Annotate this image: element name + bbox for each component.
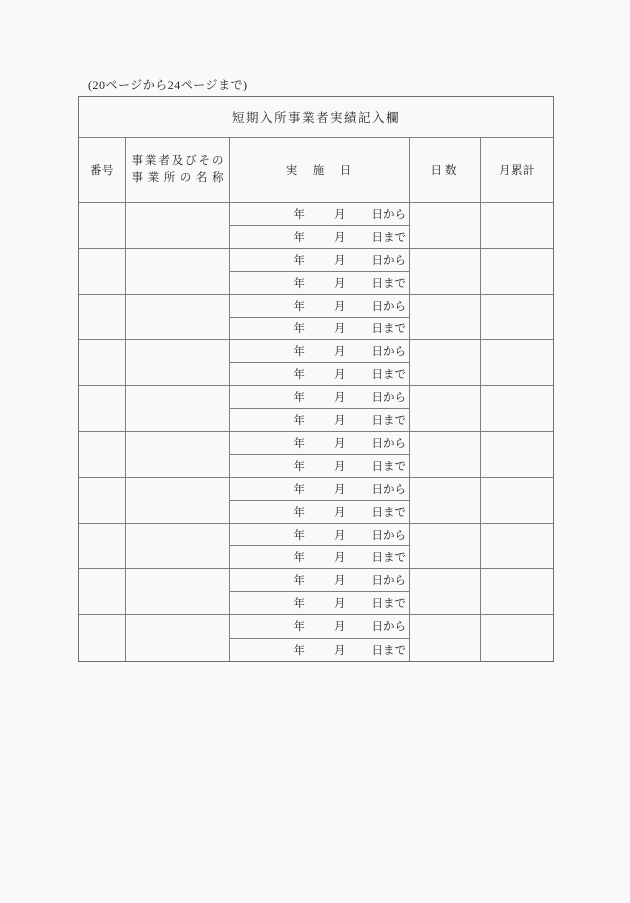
date-from-row — [230, 295, 409, 318]
month-label: 月 — [334, 300, 346, 313]
page-range-note: (20ページから24ページまで) — [88, 78, 248, 92]
days-cell — [410, 340, 481, 385]
header-provider-label — [132, 153, 224, 187]
short-stay-record-table — [78, 96, 554, 662]
day-from-label: 日から — [371, 483, 406, 496]
year-label: 年 — [293, 369, 305, 382]
number-cell — [79, 295, 126, 340]
number-cell — [79, 478, 126, 523]
day-from-label: 日から — [371, 254, 406, 267]
month-label: 月 — [334, 346, 346, 359]
day-from-label: 日から — [371, 529, 406, 542]
table-title-row — [79, 97, 553, 138]
record-row — [79, 478, 553, 524]
monthly-total-cell — [481, 569, 553, 614]
record-row — [79, 386, 553, 432]
date-to-row — [230, 501, 409, 523]
header-provider-cell — [126, 138, 230, 202]
year-label: 年 — [293, 254, 305, 267]
month-label: 月 — [334, 644, 346, 657]
year-label: 年 — [293, 392, 305, 405]
year-label: 年 — [293, 346, 305, 359]
year-label: 年 — [293, 621, 305, 634]
date-to-row — [230, 455, 409, 477]
year-label: 年 — [293, 529, 305, 542]
date-from-row — [230, 432, 409, 455]
days-cell — [410, 569, 481, 614]
date-to-row — [230, 546, 409, 568]
monthly-total-cell — [481, 478, 553, 523]
monthly-total-cell — [481, 615, 553, 661]
provider-name-cell — [126, 203, 230, 248]
days-cell — [410, 249, 481, 294]
date-cell — [230, 203, 410, 248]
day-from-label: 日から — [371, 300, 406, 313]
day-to-label: 日まで — [371, 369, 406, 382]
days-cell — [410, 478, 481, 523]
day-to-label: 日まで — [371, 277, 406, 290]
days-cell — [410, 203, 481, 248]
year-label: 年 — [293, 506, 305, 519]
header-provider-line2: 事業所の名称 — [131, 172, 224, 184]
year-label: 年 — [293, 437, 305, 450]
day-from-label: 日から — [371, 575, 406, 588]
year-label: 年 — [293, 575, 305, 588]
days-cell — [410, 295, 481, 340]
year-label: 年 — [293, 208, 305, 221]
day-from-label: 日から — [371, 621, 406, 634]
month-label: 月 — [334, 437, 346, 450]
provider-name-cell — [126, 569, 230, 614]
record-row — [79, 295, 553, 341]
header-date-label: 実 施 日 — [285, 165, 354, 177]
header-number-cell — [79, 138, 126, 202]
provider-name-cell — [126, 432, 230, 477]
monthly-total-cell — [481, 295, 553, 340]
number-cell — [79, 249, 126, 294]
days-cell — [410, 615, 481, 661]
number-cell — [79, 203, 126, 248]
day-to-label: 日まで — [371, 552, 406, 565]
month-label: 月 — [334, 506, 346, 519]
record-row — [79, 203, 553, 249]
date-from-row — [230, 569, 409, 592]
day-from-label: 日から — [371, 392, 406, 405]
year-label: 年 — [293, 483, 305, 496]
monthly-total-cell — [481, 432, 553, 477]
date-to-row — [230, 639, 409, 661]
date-to-row — [230, 272, 409, 294]
date-from-row — [230, 524, 409, 547]
record-row — [79, 432, 553, 478]
date-cell — [230, 615, 410, 661]
date-cell — [230, 569, 410, 614]
provider-name-cell — [126, 295, 230, 340]
month-label: 月 — [334, 277, 346, 290]
month-label: 月 — [334, 460, 346, 473]
number-cell — [79, 524, 126, 569]
monthly-total-cell — [481, 386, 553, 431]
table-title: 短期入所事業者実績記入欄 — [231, 111, 400, 125]
monthly-total-cell — [481, 524, 553, 569]
provider-name-cell — [126, 386, 230, 431]
days-cell — [410, 386, 481, 431]
day-to-label: 日まで — [371, 415, 406, 428]
number-cell — [79, 386, 126, 431]
month-label: 月 — [334, 483, 346, 496]
day-to-label: 日まで — [371, 644, 406, 657]
header-monthly-total-cell — [481, 138, 553, 202]
month-label: 月 — [334, 231, 346, 244]
date-cell — [230, 524, 410, 569]
date-cell — [230, 340, 410, 385]
year-label: 年 — [293, 415, 305, 428]
date-from-row — [230, 340, 409, 363]
date-to-row — [230, 318, 409, 340]
record-row — [79, 249, 553, 295]
day-to-label: 日まで — [371, 598, 406, 611]
date-from-row — [230, 615, 409, 638]
header-date-cell — [230, 138, 410, 202]
year-label: 年 — [293, 460, 305, 473]
date-cell — [230, 386, 410, 431]
day-from-label: 日から — [371, 437, 406, 450]
provider-name-cell — [126, 524, 230, 569]
year-label: 年 — [293, 552, 305, 565]
header-days-label: 日数 — [430, 165, 460, 177]
header-monthly-total-label: 月累計 — [499, 165, 535, 177]
date-cell — [230, 249, 410, 294]
number-cell — [79, 569, 126, 614]
year-label: 年 — [293, 323, 305, 336]
day-from-label: 日から — [371, 346, 406, 359]
date-from-row — [230, 386, 409, 409]
header-provider-line1: 事業者及びその — [131, 155, 224, 167]
month-label: 月 — [334, 369, 346, 382]
date-from-row — [230, 203, 409, 226]
date-cell — [230, 295, 410, 340]
month-label: 月 — [334, 575, 346, 588]
table-header-row — [79, 138, 553, 203]
year-label: 年 — [293, 598, 305, 611]
year-label: 年 — [293, 644, 305, 657]
provider-name-cell — [126, 249, 230, 294]
month-label: 月 — [334, 552, 346, 565]
monthly-total-cell — [481, 249, 553, 294]
month-label: 月 — [334, 392, 346, 405]
table-body — [79, 203, 553, 661]
month-label: 月 — [334, 208, 346, 221]
date-cell — [230, 432, 410, 477]
month-label: 月 — [334, 621, 346, 634]
days-cell — [410, 432, 481, 477]
days-cell — [410, 524, 481, 569]
month-label: 月 — [334, 254, 346, 267]
date-from-row — [230, 249, 409, 272]
date-to-row — [230, 409, 409, 431]
year-label: 年 — [293, 277, 305, 290]
monthly-total-cell — [481, 340, 553, 385]
date-to-row — [230, 363, 409, 385]
number-cell — [79, 340, 126, 385]
year-label: 年 — [293, 231, 305, 244]
provider-name-cell — [126, 478, 230, 523]
number-cell — [79, 432, 126, 477]
date-cell — [230, 478, 410, 523]
record-row — [79, 569, 553, 615]
day-to-label: 日まで — [371, 231, 406, 244]
monthly-total-cell — [481, 203, 553, 248]
record-row — [79, 340, 553, 386]
day-to-label: 日まで — [371, 506, 406, 519]
header-number-label: 番号 — [90, 165, 114, 177]
month-label: 月 — [334, 598, 346, 611]
record-row — [79, 615, 553, 661]
year-label: 年 — [293, 300, 305, 313]
provider-name-cell — [126, 340, 230, 385]
month-label: 月 — [334, 529, 346, 542]
date-from-row — [230, 478, 409, 501]
day-to-label: 日まで — [371, 460, 406, 473]
number-cell — [79, 615, 126, 661]
month-label: 月 — [334, 323, 346, 336]
day-to-label: 日まで — [371, 323, 406, 336]
header-days-cell — [410, 138, 481, 202]
provider-name-cell — [126, 615, 230, 661]
record-row — [79, 524, 553, 570]
date-to-row — [230, 226, 409, 248]
date-to-row — [230, 592, 409, 614]
month-label: 月 — [334, 415, 346, 428]
day-from-label: 日から — [371, 208, 406, 221]
